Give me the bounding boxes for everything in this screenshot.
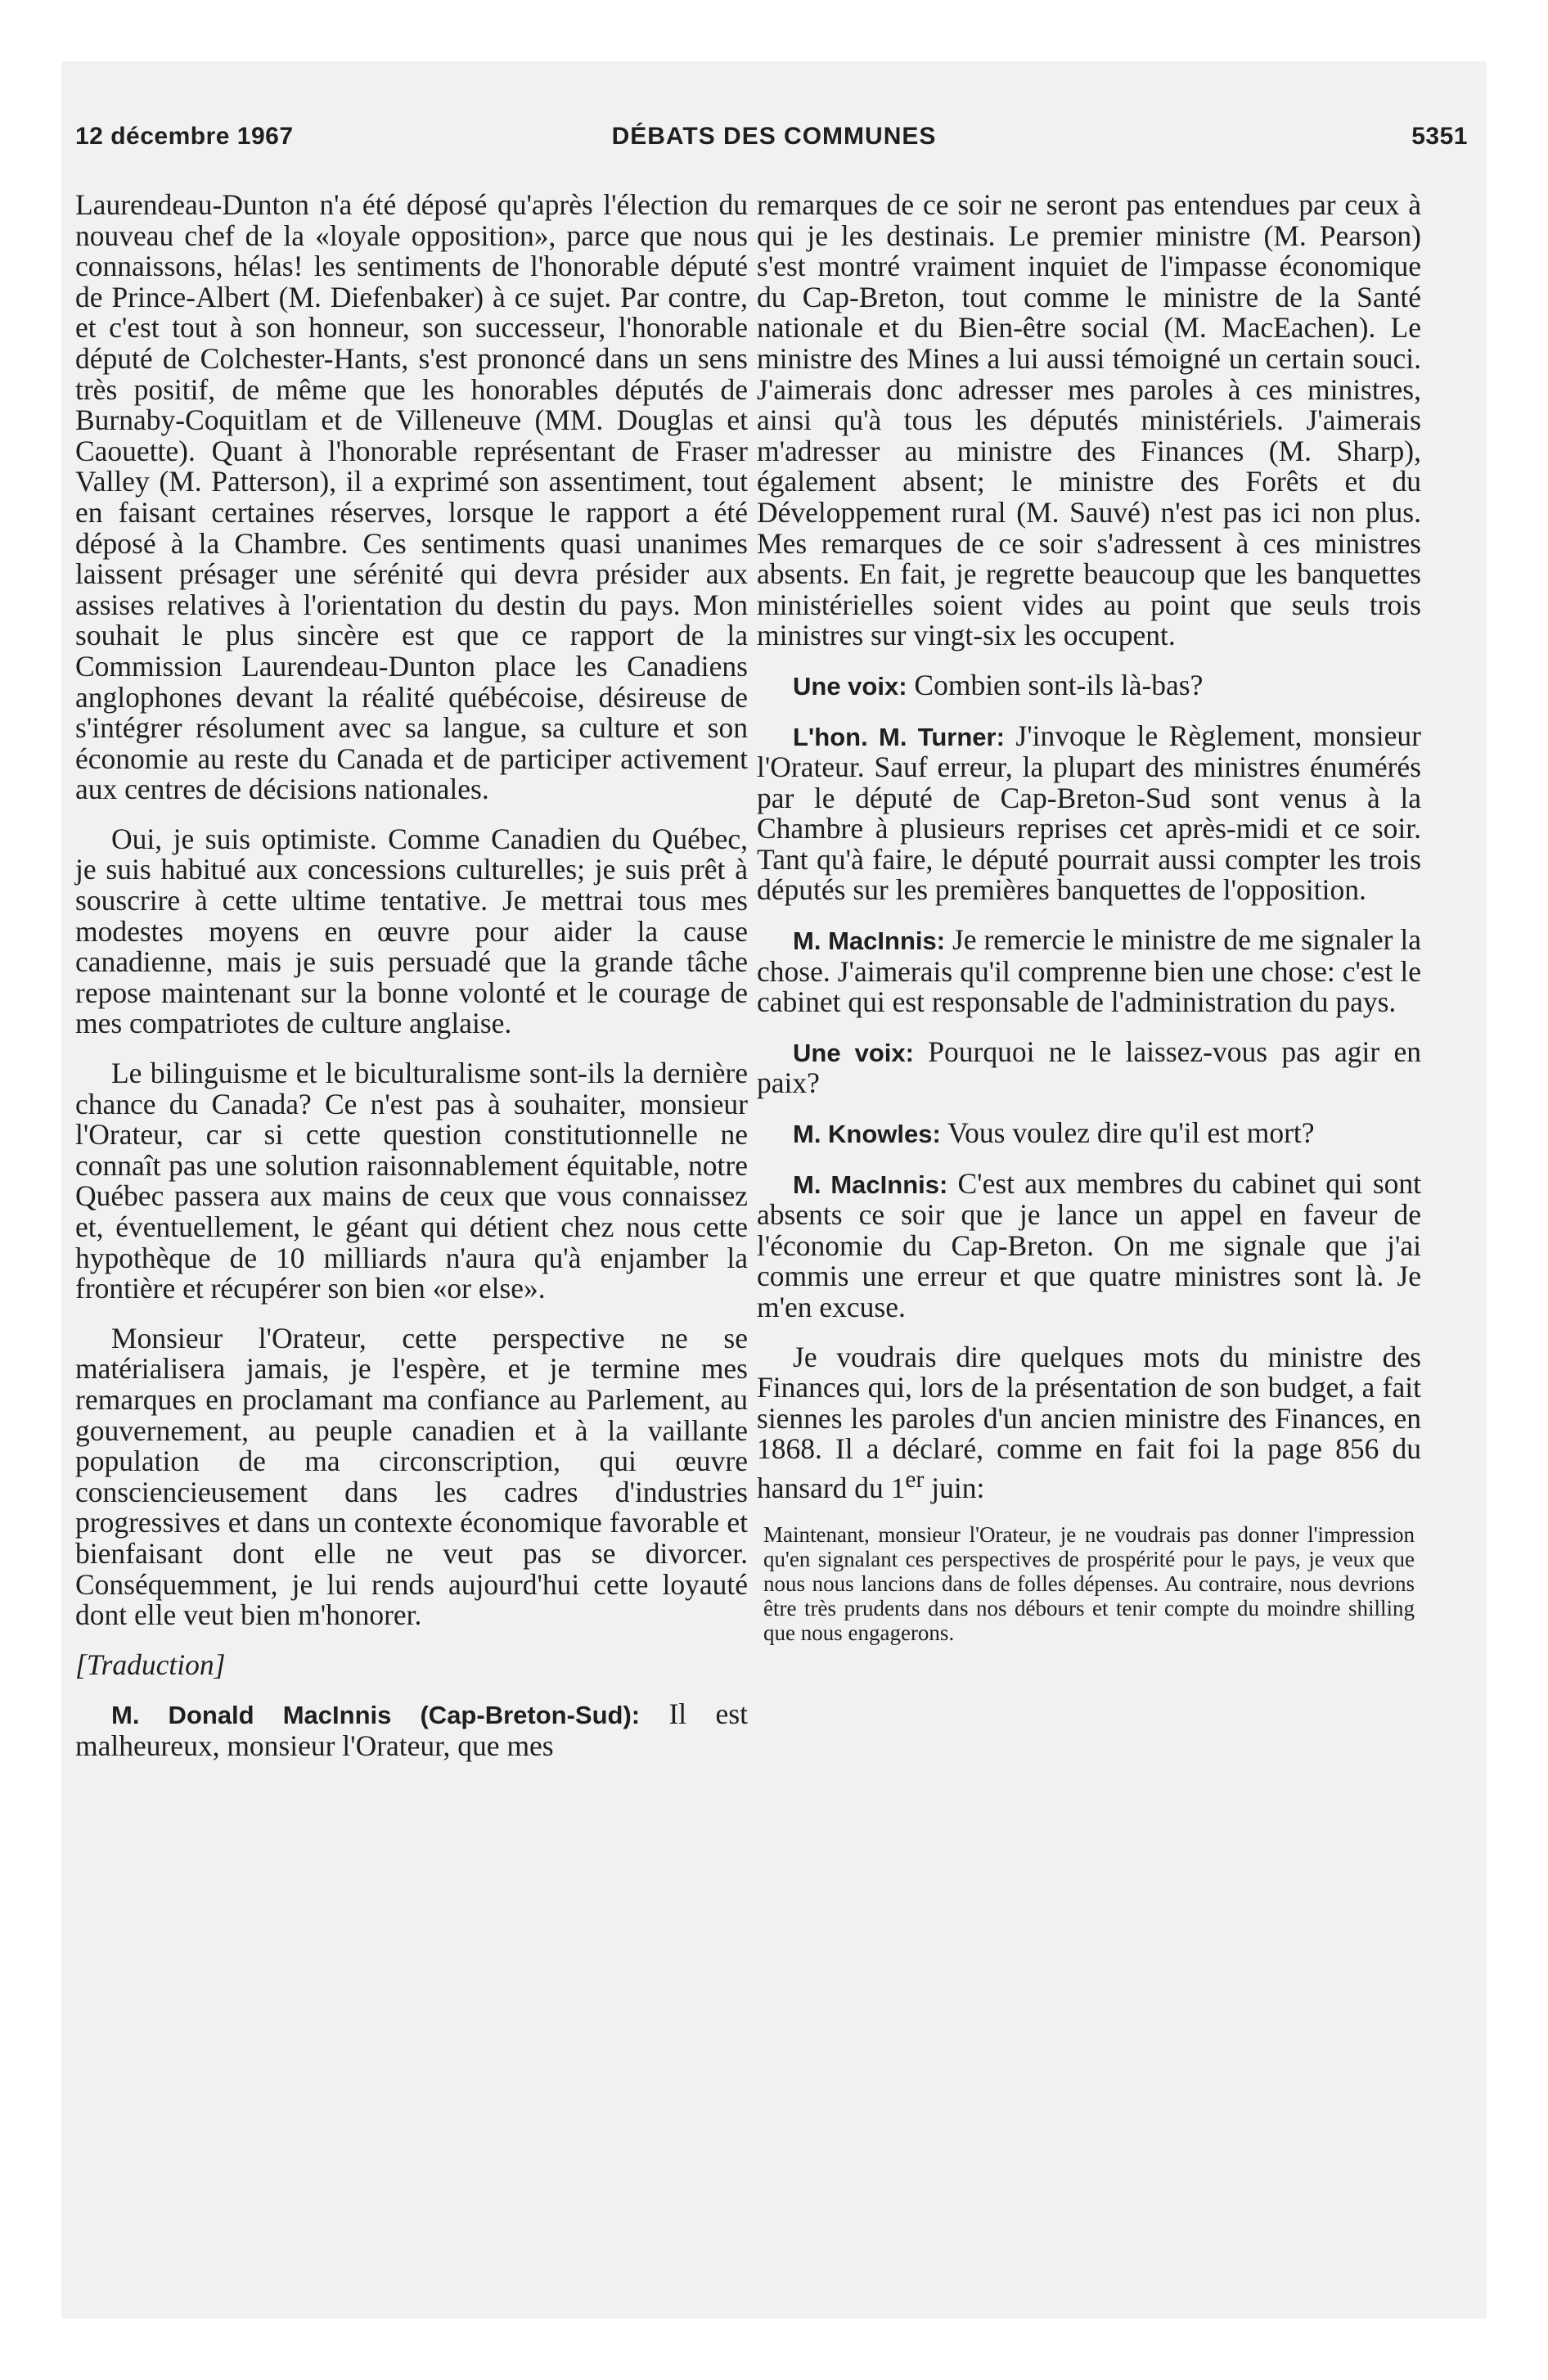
speech-text: C'est aux membres du cabinet qui sont absents ce soir que je lance un appel en faveur de l'économie du Cap-Breton. On me signale que j'ai commis une erreur et que quatre ministres sont là. Je m'en excuse. [757, 1166, 1422, 1323]
speech-paragraph [757, 1166, 1422, 1323]
speaker-name: Une voix: [793, 671, 907, 701]
header-date: 12 décembre 1967 [75, 123, 294, 150]
speech-paragraph [757, 670, 1421, 702]
paragraph: remarques de ce soir ne seront pas entendues par ceux à qui je les destinais. Le premier ministre (M. Pearson) s'est montré vraiment inquiet de l'impasse économique du Cap-Breton, tout comme le ministre de la Santé nationale et du Bien-être social (M. MacEachen). Le ministre des Mines a lui aussi témoigné un certain souci. J'aimerais donc adresser mes paroles à ces ministres, ainsi qu'à tous les députés ministériels. J'aimerais m'adresser au ministre des Finances (M. Sharp), également absent; le ministre des Forêts et du Développement rural (M. Sauvé) n'est pas ici non plus. Mes remarques de ce soir s'adressent à ces ministres absents. En fait, je regrette beaucoup que les banquettes ministérielles soient vides au point que seuls trois ministres sur vingt-six les occupent. [757, 188, 1421, 652]
paragraph [757, 1342, 1421, 1504]
paragraph: Monsieur l'Orateur, cette perspective ne se matérialisera jamais, je l'espère, et je termine mes remarques en proclamant ma confiance au Parlement, au gouvernement, au peuple canadien et à la vaillante population de ma circonscription, qui œuvre consciencieusement dans les cadres d'industries progressives et dans un contexte économique favorable et bienfaisant dont elle ne veut pas se divorcer. Conséquemment, je lui rends aujourd'hui cette loyauté dont elle veut bien m'honorer. [75, 1321, 748, 1632]
superscript: er [905, 1466, 925, 1493]
left-column [75, 190, 748, 1781]
block-quote: Maintenant, monsieur l'Orateur, je ne voudrais pas donner l'impression qu'en signalant ces perspectives de prospérité pour le pays, je veux que nous nous lancions dans de folles dépenses. Au contraire, nous devrions être très prudents dans nos débours et tenir compte du moindre shilling que nous engagerons. [763, 1522, 1415, 1646]
speech-text: Il est malheureux, monsieur l'Orateur, que mes [75, 1697, 748, 1762]
paragraph-text: juin: [924, 1471, 985, 1504]
speech-text: Combien sont-ils là-bas? [907, 668, 1204, 701]
right-column [757, 190, 1421, 1664]
paragraph: Oui, je suis optimiste. Comme Canadien du Québec, je suis habitué aux concessions culturelles; je suis prêt à souscrire à cette ultime tentative. Je mettrai tous mes modestes moyens en œuvre pour aider la cause canadienne, mais je suis persuadé que la grande tâche repose maintenant sur la bonne volonté et le courage de mes compatriotes de culture anglaise. [75, 822, 748, 1040]
speech-paragraph [75, 1699, 748, 1761]
speech-text: J'invoque le Règlement, monsieur l'Orateur. Sauf erreur, la plupart des ministres énumérés par le député de Cap-Breton-Sud sont venus à la Chambre à plusieurs reprises cet après-midi et ce soir. Tant qu'à faire, le député pourrait aussi compter les trois députés sur les premières banquettes de l'opposition. [757, 719, 1422, 907]
speech-text: Vous voulez dire qu'il est mort? [940, 1116, 1315, 1150]
speech-paragraph [757, 1118, 1421, 1150]
page-number: 5351 [1411, 123, 1468, 150]
header-title: DÉBATS DES COMMUNES [611, 123, 937, 150]
speech-text: Je remercie le ministre de me signaler la chose. J'aimerais qu'il comprenne bien une chose: c'est le cabinet qui est responsable de l'administration du pays. [757, 923, 1421, 1019]
speech-text: Pourquoi ne le laissez-vous pas agir en paix? [757, 1034, 1421, 1100]
speech-paragraph [757, 721, 1421, 907]
speaker-name: M. Donald MacInnis (Cap-Breton-Sud): [111, 1701, 641, 1730]
speaker-name: M. MacInnis: [793, 1170, 948, 1199]
speech-paragraph [757, 1034, 1421, 1100]
speaker-name: M. Knowles: [793, 1120, 941, 1149]
paragraph: Le bilinguisme et le biculturalisme sont-ils la dernière chance du Canada? Ce n'est pas à souhaiter, monsieur l'Orateur, car si cette question constitutionnelle ne connaît pas une solution raisonnablement équitable, notre Québec passera aux mains de ceux que vous connaissez et, éventuellement, le géant qui détient chez nous cette hypothèque de 10 milliards n'aura qu'à enjamber la frontière et récupérer son bien «or else». [75, 1057, 748, 1305]
paragraph: Laurendeau-Dunton n'a été déposé qu'après l'élection du nouveau chef de la «loyale opposition», parce que nous connaissons, hélas! les sentiments de l'honorable député de Prince-Albert (M. Diefenbaker) à ce sujet. Par contre, et c'est tout à son honneur, son successeur, l'honorable député de Colchester-Hants, s'est prononcé dans un sens très positif, de même que les honorables députés de Burnaby-Coquitlam et de Villeneuve (MM. Douglas et Caouette). Quant à l'honorable représentant de Fraser Valley (M. Patterson), il a exprimé son assentiment, tout en faisant certaines réserves, lorsque le rapport a été déposé à la Chambre. Ces sentiments quasi unanimes laissent présager une sérénité qui devra présider aux assises relatives à l'orientation du destin du pays. Mon souhait le plus sincère est que ce rapport de la Commission Laurendeau-Dunton place les Canadiens anglophones devant la réalité québécoise, désireuse de s'intégrer résolument avec sa langue, sa culture et son économie au reste du Canada et de participer activement aux centres de décisions nationales. [75, 188, 748, 806]
speech-paragraph [757, 925, 1421, 1018]
paragraph-text: Je voudrais dire quelques mots du ministre des Finances qui, lors de la présentation de son budget, a fait siennes les paroles d'un ancien ministre des Finances, en 1868. Il a déclaré, comme en fait foi la page 856 du hansard du 1 [757, 1340, 1421, 1504]
translation-marker: [Traduction] [75, 1648, 226, 1681]
speaker-name: M. MacInnis: [793, 926, 946, 956]
speaker-name: L'hon. M. Turner: [793, 722, 1005, 751]
speaker-name: Une voix: [793, 1038, 914, 1067]
